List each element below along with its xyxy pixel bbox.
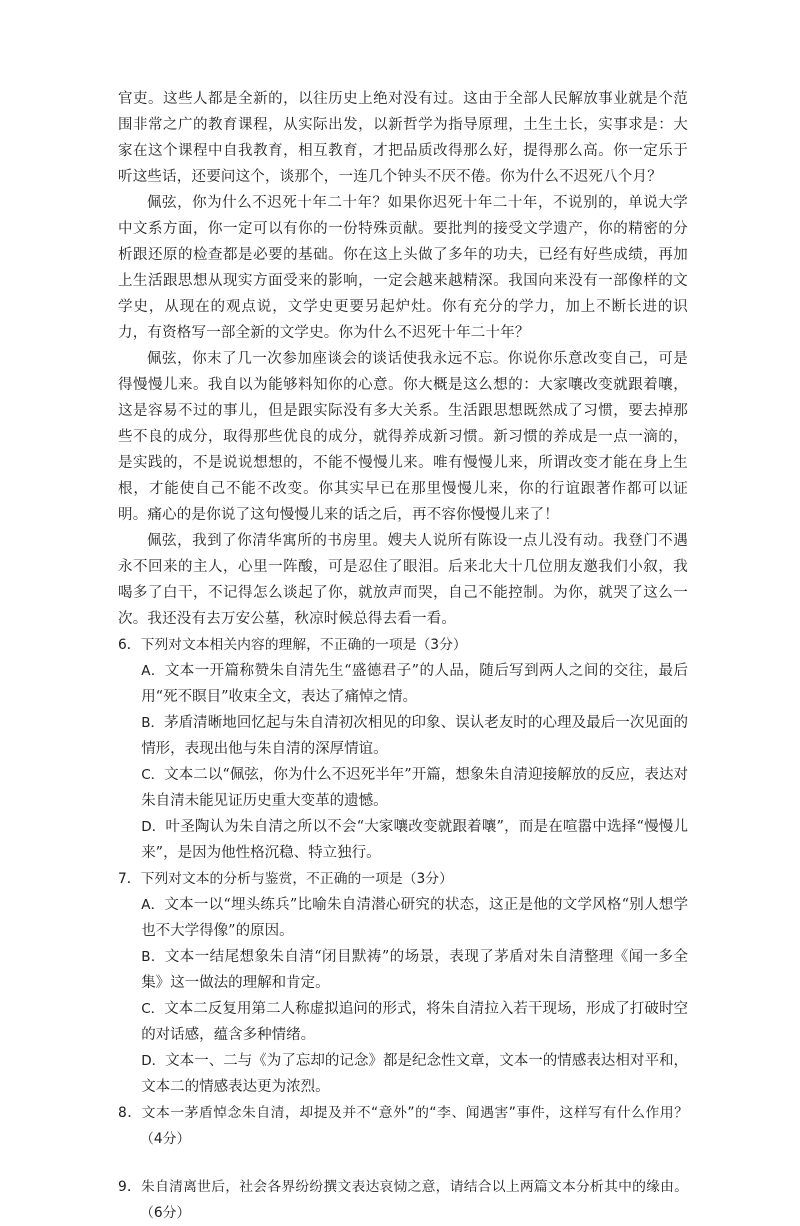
passage-paragraph-2: 佩弦，你为什么不迟死十年二十年？如果你迟死十年二十年，不说别的，单说大学中文系方面，你一定可以有你的一份特殊贡献。要批判的接受文学遗产，你的精密的分析跟还原的检查都是必要的基础。你在这上头做了多年的功夫，已经有好些成绩，再加上生活跟思想从现实方面受来的影响，一定会越来越精深。我国向来没有一部像样的文学史，从现在的观点说，文学史更要另起炉灶。你有充分的学力，加上不断长进的识力，有资格写一部全新的文学史。你为什么不迟死十年二十年？ [118, 195, 688, 341]
reading-passage [118, 86, 688, 632]
option-label: A． [141, 897, 165, 913]
question-9 [118, 1174, 688, 1226]
option-b [118, 710, 688, 762]
option-b [118, 944, 688, 996]
passage-paragraph-4: 佩弦，我到了你清华寓所的书房里。嫂夫人说所有陈设一点儿没有动。我登门不遇永不回来的主人，心里一阵酸，可是忍住了眼泪。后来北大十几位朋友邀我们小叙，我喝多了白干，不记得怎么谈起了你，就放声而哭，自己不能控制。为你，就哭了这么一次。我还没有去万安公墓，秋凉时候总得去看一看。 [118, 533, 688, 627]
option-label: C． [141, 1001, 165, 1017]
option-label: B． [141, 715, 165, 731]
option-d [118, 814, 688, 866]
option-label: D． [141, 1053, 166, 1069]
question-stem: 8．文本一茅盾悼念朱自清，却提及并不“意外”的“李、闻遇害”事件，这样写有什么作用？（4分） [118, 1105, 688, 1147]
option-text: 文本一开篇称赞朱自清先生“盛德君子”的人品，随后写到两人之间的交往，最后用“死不瞑目”收束全文，表达了痛悼之情。 [141, 663, 688, 705]
option-label: C． [141, 767, 165, 783]
option-text: 文本二以“佩弦，你为什么不迟死半年”开篇，想象朱自清迎接解放的反应，表达对朱自清未能见证历史重大变革的遗憾。 [141, 767, 688, 809]
option-text: 茅盾清晰地回忆起与朱自清初次相见的印象、误认老友时的心理及最后一次见面的情形，表现出他与朱自清的深厚情谊。 [141, 715, 688, 757]
option-c [118, 762, 688, 814]
option-text: 文本二反复用第二人称虚拟追问的形式，将朱自清拉入若干现场，形成了打破时空的对话感，蕴含多种情绪。 [141, 1001, 688, 1043]
question-7 [118, 866, 688, 1100]
question-8 [118, 1100, 688, 1152]
question-stem: 7．下列对文本的分析与鉴赏，不正确的一项是（3分） [118, 871, 453, 887]
question-stem: 9．朱自清离世后，社会各界纷纷撰文表达哀恸之意，请结合以上两篇文本分析其中的缘由。（6分） [118, 1179, 688, 1221]
option-label: D． [141, 819, 166, 835]
question-stem: 6．下列对文本相关内容的理解，不正确的一项是（3分） [118, 637, 467, 653]
passage-paragraph-3: 佩弦，你末了几一次参加座谈会的谈话使我永远不忘。你说你乐意改变自己，可是得慢慢儿来。我自以为能够料知你的心意。你大概是这么想的：大家嚷改变就跟着嚷，这是容易不过的事儿，但是跟实际没有多大关系。生活跟思想既然成了习惯，要去掉那些不良的成分，取得那些优良的成分，就得养成新习惯。新习惯的养成是一点一滴的，是实践的，不是说说想想的，不能不慢慢儿来。唯有慢慢儿来，所谓改变才能在身上生根，才能使自己不能不改变。你其实早已在那里慢慢儿来，你的行谊跟著作都可以证明。痛心的是你说了这句慢慢儿来的话之后，再不容你慢慢儿来了！ [118, 351, 688, 523]
exam-page [118, 86, 688, 1226]
passage-paragraph-1: 官吏。这些人都是全新的，以往历史上绝对没有过。这由于全部人民解放事业就是个范围非常之广的教育课程，从实际出发，以新哲学为指导原理，土生土长，实事求是：大家在这个课程中自我教育，相互教育，才把品质改得那么好，提得那么高。你一定乐于听这些话，还要问这个，谈那个，一连几个钟头不厌不倦。你为什么不迟死八个月？ [118, 91, 688, 185]
option-a [118, 658, 688, 710]
option-text: 文本一以“埋头练兵”比喻朱自清潜心研究的状态，这正是他的文学风格“别人想学也不大学得像”的原因。 [141, 897, 688, 939]
option-d [118, 1048, 688, 1100]
option-text: 叶圣陶认为朱自清之所以不会“大家嚷改变就跟着嚷”，而是在喧嚣中选择“慢慢儿来”，是因为他性格沉稳、特立独行。 [141, 819, 688, 861]
option-text: 文本一、二与《为了忘却的记念》都是纪念性文章，文本一的情感表达相对平和，文本二的情感表达更为浓烈。 [141, 1053, 688, 1095]
option-text: 文本一结尾想象朱自清“闭目默祷”的场景，表现了茅盾对朱自清整理《闻一多全集》这一做法的理解和肯定。 [141, 949, 688, 991]
option-c [118, 996, 688, 1048]
option-a [118, 892, 688, 944]
answer-space [118, 1152, 688, 1174]
option-label: A． [141, 663, 165, 679]
question-6 [118, 632, 688, 866]
option-label: B． [141, 949, 165, 965]
